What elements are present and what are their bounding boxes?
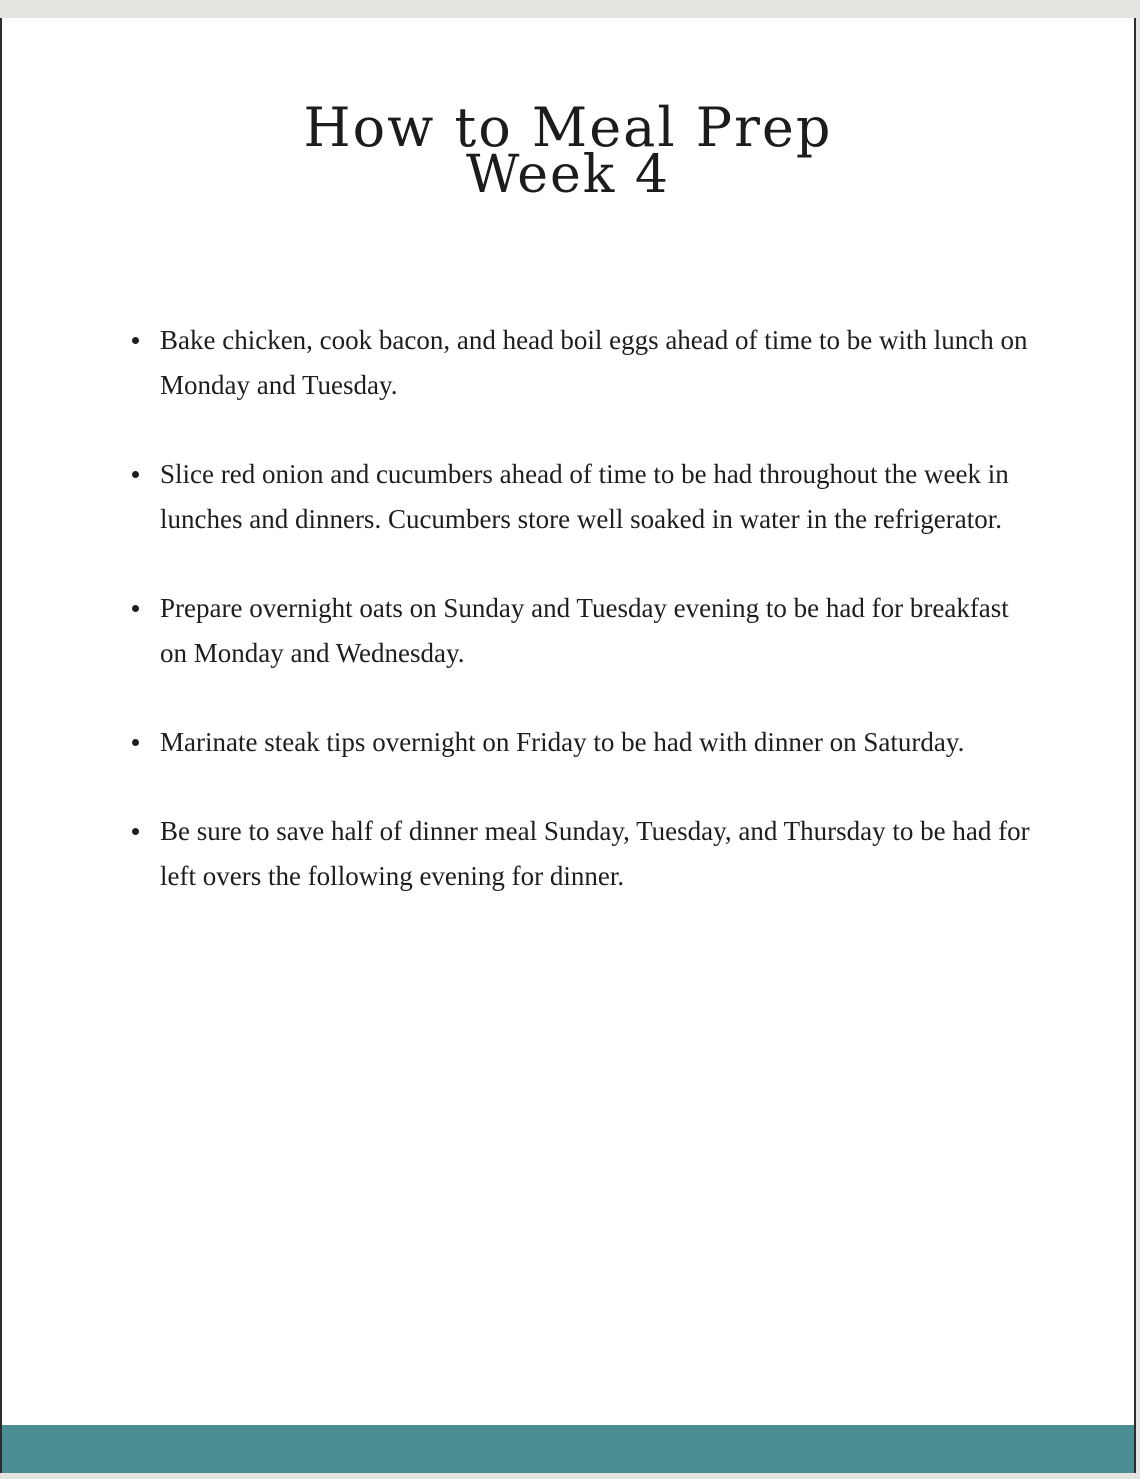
bullet-text: Prepare overnight oats on Sunday and Tuesday evening to be had for breakfast on Monday and Wednesday. (160, 593, 1009, 668)
bullet-item (132, 318, 1032, 408)
bullet-dot-icon (132, 739, 139, 746)
bullet-text: Marinate steak tips overnight on Friday to be had with dinner on Saturday. (160, 727, 965, 757)
meal-prep-bullet-list (132, 318, 1032, 943)
bullet-item (132, 809, 1032, 899)
bullet-dot-icon (132, 605, 139, 612)
bullet-dot-icon (132, 337, 139, 344)
page-title: How to Meal Prep (303, 96, 833, 159)
page-subtitle-week: Week 4 (466, 145, 670, 205)
bullet-dot-icon (132, 828, 139, 835)
bullet-item (132, 586, 1032, 676)
document-page (0, 18, 1136, 1473)
bullet-text: Bake chicken, cook bacon, and head boil eggs ahead of time to be with lunch on Monday and Tuesday. (160, 325, 1028, 400)
bullet-text: Be sure to save half of dinner meal Sunday, Tuesday, and Thursday to be had for left overs the following evening for dinner. (160, 816, 1030, 891)
bullet-dot-icon (132, 471, 139, 478)
bullet-item (132, 452, 1032, 542)
footer-color-bar (2, 1425, 1134, 1473)
bullet-item (132, 720, 1032, 765)
bullet-text: Slice red onion and cucumbers ahead of time to be had throughout the week in lunches and dinners. Cucumbers store well soaked in water in the refrigerator. (160, 459, 1009, 534)
